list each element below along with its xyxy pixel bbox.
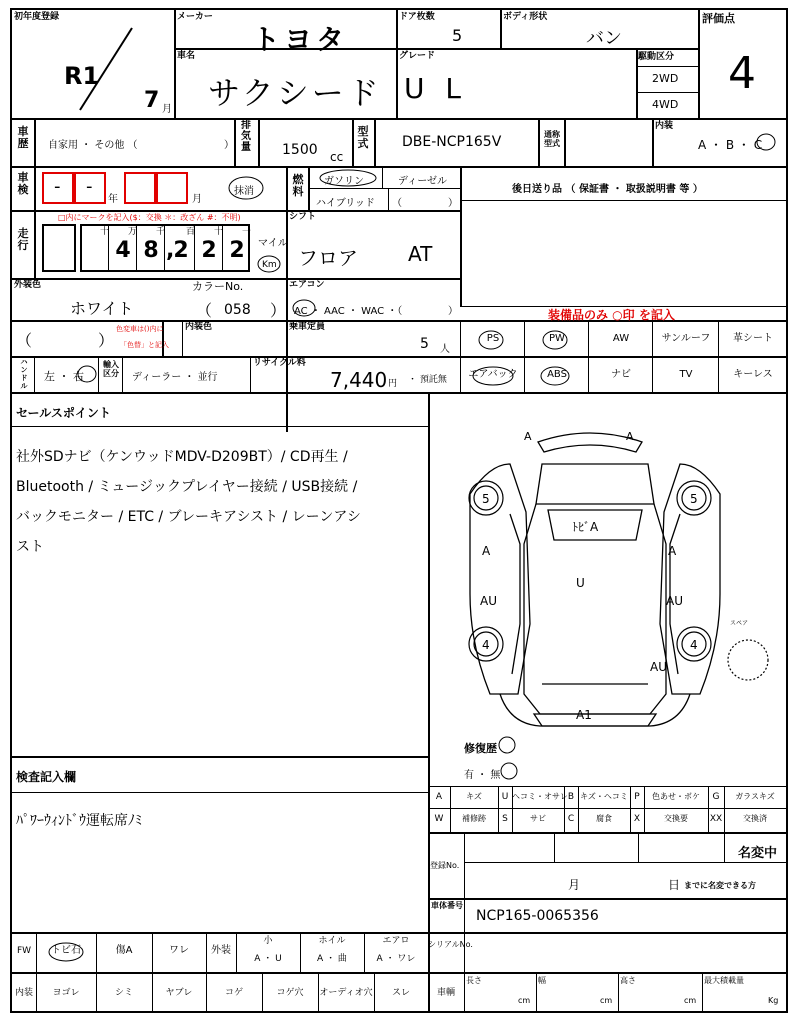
mileage-unit-ju: 十 (214, 227, 224, 237)
mileage-digit-3: 2 (173, 238, 189, 263)
aircon-label: エアコン (289, 280, 325, 290)
vin-value: NCP165-0065356 (476, 908, 599, 924)
equip-pw[interactable]: PW (549, 333, 565, 344)
common-model-label: 通称型式 (544, 130, 560, 148)
exterior-group-title-1: 小 (263, 936, 273, 946)
color-change-note-1: 色変車は()内に (116, 325, 164, 333)
cc-unit: cc (330, 150, 344, 164)
diag-roof-mark: U (576, 576, 585, 590)
mileage-mile: マイル (258, 238, 288, 249)
mileage-comma: , (166, 238, 175, 263)
inspection-month-box-2[interactable] (156, 172, 188, 204)
interior-item-6: オーディオ穴 (319, 988, 373, 998)
aircon-close: ） (448, 306, 458, 317)
repair-history-value: 有 ・ 無 (464, 770, 501, 781)
recycle-deposit: ・ 預託無 (408, 375, 447, 385)
equip-pw-circle (540, 328, 570, 352)
repair-history-label: 修復歴 (464, 742, 497, 755)
doors-value: 5 (452, 26, 463, 45)
sales-points-body (16, 442, 420, 562)
color-no-value: 058 (224, 302, 251, 318)
dimension-label-3: 高さ (620, 976, 636, 985)
handle-label: ハンドル (20, 358, 28, 390)
fuel-selected-circle (316, 168, 380, 188)
registration-label: 登録No. (430, 861, 460, 870)
score-value: 4 (728, 48, 756, 99)
sales-point-line-3: バックモニター / ETC / ブレーキアシスト / レーンアシ (16, 509, 361, 525)
diag-hood-mark: ﾄﾋﾞA (572, 520, 599, 534)
legend-code-1-5: G (712, 792, 720, 802)
repair-none-circle (498, 760, 520, 782)
first-registration-year: R1 (64, 62, 100, 90)
mileage-km-circle (256, 254, 282, 274)
inspection-year-digit-1: - (54, 176, 61, 197)
legend-desc-1-1: キズ (466, 792, 482, 801)
exterior-group-value-1: A ・ U (254, 954, 282, 964)
deferred-docs-title: 後日送り品 （ 保証書 ・ 取扱説明書 等 ） (512, 184, 703, 195)
equip-ps-circle (476, 328, 506, 352)
equip-airbag-circle (470, 364, 516, 388)
legend-code-1-3: B (567, 792, 575, 802)
unregistered-circle-mark (226, 174, 266, 202)
legend-desc-2-1: 補修跡 (462, 814, 486, 823)
capacity-unit: 人 (440, 344, 450, 355)
unregistered-mark: 抹消 (234, 186, 254, 197)
exterior-group-value-3: A ・ ワレ (376, 954, 416, 964)
legend-desc-1-4: 色あせ・ボケ (652, 792, 700, 801)
interior-item-2: シミ (114, 988, 133, 998)
legend-code-2-1: W (434, 814, 444, 824)
inspection-year-digit-2: - (86, 176, 93, 197)
legend-desc-2-5: 交換済 (743, 814, 767, 823)
history-label: 車歴 (17, 125, 29, 150)
recycle-yen: 円 (388, 379, 398, 389)
legend-desc-1-2: ヘコミ・オサレ (512, 792, 568, 801)
interior-item-7: スレ (391, 988, 410, 998)
drive-4wd: 4WD (652, 98, 679, 111)
fuel-paren-close: ） (448, 198, 458, 209)
drive-label: 駆動区分 (638, 52, 675, 62)
fuel-diesel: ディーゼル (398, 176, 447, 187)
sales-points-title: セールスポイント (16, 406, 111, 420)
inspection-notes-title: 検査記入欄 (16, 770, 77, 784)
maker-value: トヨタ (252, 23, 349, 56)
legend-desc-1-5: ガラスキズ (735, 792, 775, 801)
interior-grade-value: A ・ B ・ C (698, 138, 763, 152)
equip-ps[interactable]: PS (486, 333, 500, 344)
exterior-color-label: 外装色 (14, 280, 42, 290)
legend-code-1-1: A (435, 792, 443, 802)
interior-color-label: 内装色 (185, 322, 213, 332)
diag-front-a-right: A (626, 430, 634, 443)
color-change-note-2: 「色替」と記入 (120, 341, 169, 349)
legend-code-2-3: C (567, 814, 575, 824)
dimension-unit-3: cm (684, 996, 697, 1005)
vin-label: 車体番号 (431, 901, 463, 910)
fw-item-3: ワレ (169, 945, 189, 956)
grade-value: U L (404, 72, 467, 105)
capacity-value: 5 (420, 336, 429, 352)
name-change-deadline: までに名変できる方 (684, 881, 756, 890)
aircon-value: AC ・ AAC ・ WAC ・（ (294, 306, 403, 317)
legend-desc-2-3: 腐食 (596, 814, 612, 823)
diag-tire-front-left: 5 (482, 492, 490, 506)
history-close: ） (224, 140, 234, 151)
sales-point-line-2: Bluetooth / ミュージックプレイヤー接続 / USB接続 / (16, 479, 358, 495)
fw-item-2: 傷A (115, 945, 133, 956)
exterior-group-value-2: A ・ 曲 (317, 954, 347, 964)
model-value: DBE-NCP165V (402, 134, 502, 150)
legend-desc-1-3: キズ・ヘコミ (580, 792, 628, 801)
color-no-label: カラーNo. (192, 280, 244, 293)
displacement-label: 排気量 (241, 120, 251, 153)
diag-tire-rear-right: 4 (690, 638, 698, 652)
recycle-amount: 7,440 (330, 368, 388, 392)
inspection-year-unit: 年 (108, 194, 118, 205)
dimension-unit-2: cm (600, 996, 613, 1005)
inspection-notes-text: ﾊﾟﾜｰｳｨﾝﾄﾞｳ運転席ﾉﾐ (16, 813, 142, 829)
auction-sheet (10, 8, 788, 1013)
equip-navi[interactable]: ナビ (611, 369, 631, 380)
legend-code-1-2: U (501, 792, 509, 802)
mileage-unit-man: 万 (128, 227, 138, 237)
dimension-label-4: 最大積載量 (704, 976, 744, 985)
import-value: ディーラー ・ 並行 (132, 372, 218, 383)
mileage-label: 走行 (17, 227, 29, 252)
legend-code-2-4: X (633, 814, 641, 824)
dimension-unit-4: Kg (768, 996, 779, 1005)
fuel-label: 燃料 (292, 173, 304, 198)
fw-item-1: トビ石 (51, 945, 81, 956)
diag-tire-rear-left: 4 (482, 638, 490, 652)
grade-label: グレード (399, 51, 436, 61)
diag-left-door-mark: A (482, 544, 491, 558)
sales-point-line-1: 社外SDナビ（ケンウッドMDV-D209BT）/ CD再生 / (16, 449, 348, 465)
equip-airbag[interactable]: エアバック (468, 369, 518, 380)
diag-front-a-left: A (524, 430, 532, 443)
legend-desc-2-2: サビ (530, 814, 546, 823)
name-change-month: 月 (568, 878, 581, 892)
transmission-value: AT (408, 242, 433, 266)
shift-type: フロア (298, 246, 358, 270)
interior-grade-circle-mark (755, 132, 777, 152)
color-no-paren-open: （ (196, 301, 213, 320)
handle-value: 左 ・ 右 (44, 370, 84, 383)
mileage-km: Km (262, 260, 277, 270)
shift-label: シフト (289, 212, 317, 222)
exterior-group-title-3: エアロ (382, 936, 410, 946)
car-damage-diagram (430, 394, 786, 784)
fuel-paren-open: （ (392, 198, 402, 209)
history-value: 自家用 ・ その他 （ (48, 140, 138, 151)
legend-desc-2-4: 交換要 (664, 814, 688, 823)
diag-tire-front-right: 5 (690, 492, 698, 506)
mileage-digit-1: 4 (115, 238, 131, 263)
equip-keyless[interactable]: キーレス (733, 369, 773, 380)
equip-leather[interactable]: 革シート (733, 333, 773, 344)
first-registration-month: 7 (144, 88, 160, 113)
interior-item-3: ヤブレ (165, 988, 193, 998)
inspection-date-label: 車検 (17, 171, 29, 196)
interior-item-1: ヨゴレ (52, 988, 80, 998)
color-no-paren-close: ） (270, 301, 287, 320)
maker-label: メーカー (177, 12, 213, 22)
equip-sunroof[interactable]: サンルーフ (661, 333, 711, 344)
car-name-value: サクシード (208, 74, 382, 112)
diag-right-door-mark: A (668, 544, 677, 558)
mileage-unit-hyaku: 百 (186, 227, 196, 237)
dimension-label-1: 長さ (466, 976, 482, 985)
handle-right-circle (76, 364, 98, 384)
fw-label: FW (16, 946, 32, 956)
mileage-note: □内にマークを記入($：交換 ＊：改ざん #：不明) (58, 213, 241, 222)
equip-abs-circle (538, 364, 572, 388)
legend-code-2-2: S (502, 814, 508, 824)
equipment-title: 装備品のみ ○印 を記入 (548, 308, 675, 322)
drive-2wd: 2WD (652, 72, 679, 85)
exterior-damage-label: 外装 (211, 945, 231, 956)
mileage-unit-sen: 千 (156, 227, 166, 237)
diag-bottom-mark: A1 (576, 708, 592, 722)
diag-spare-label: スペア (730, 620, 749, 627)
mileage-digit-4: 2 (201, 238, 217, 263)
aircon-circle-mark (290, 298, 318, 318)
mileage-unit-10: 十 (100, 227, 110, 237)
import-label: 輸入区分 (103, 360, 119, 378)
equip-abs[interactable]: ABS (547, 369, 567, 380)
mileage-box-lakh[interactable] (42, 224, 76, 272)
legend-code-1-4: P (634, 792, 640, 802)
fuel-gasoline: ガソリン (324, 176, 364, 187)
body-label: ボディ形状 (503, 12, 548, 22)
mileage-digit-2: 8 (143, 238, 159, 263)
interior-damage-label: 内装 (14, 988, 33, 998)
capacity-label: 乗車定員 (289, 322, 326, 332)
body-value: バン (586, 28, 622, 49)
dimension-unit-1: cm (518, 996, 531, 1005)
exterior-color-value: ホワイト (70, 299, 134, 318)
sales-point-line-4: スト (16, 539, 44, 555)
displacement-value: 1500 (282, 142, 318, 158)
mileage-unit-ichi: 一 (242, 227, 252, 237)
equip-aw[interactable]: AW (612, 333, 630, 344)
model-label: 型式 (357, 125, 369, 150)
fw-item-1-circle (46, 940, 86, 964)
interior-item-4: コゲ (224, 988, 243, 998)
first-registration-label: 初年度登録 (14, 12, 60, 22)
interior-item-5: コゲ穴 (276, 988, 304, 998)
month-unit: 月 (162, 104, 172, 115)
interior-grade-label: 内装 (655, 121, 674, 131)
diag-rear-corner-mark: AU (650, 660, 667, 674)
doors-label: ドア枚数 (399, 12, 435, 22)
name-change-day: 日 (668, 878, 681, 892)
score-label: 評価点 (702, 12, 735, 25)
legend-code-2-5: XX (709, 814, 723, 824)
diag-left-rear-mark: AU (480, 594, 497, 608)
equip-tv[interactable]: TV (679, 369, 693, 380)
repair-history-circle (496, 734, 518, 756)
inspection-month-unit: 月 (192, 194, 202, 205)
mileage-digit-5: 2 (229, 238, 245, 263)
serial-no-label: シリアルNo. (428, 940, 473, 949)
inspection-month-box-1[interactable] (124, 172, 156, 204)
dimensions-label: 車輌 (436, 988, 455, 998)
recycle-label: リサイクル料 (253, 358, 306, 368)
fuel-hybrid: ハイブリッド (316, 198, 375, 209)
name-change-label: 名変中 (738, 846, 778, 861)
car-name-label: 車名 (177, 51, 196, 61)
color-change-paren-open: （ (16, 331, 33, 350)
dimension-label-2: 幅 (538, 976, 546, 985)
diag-right-rear-mark: AU (666, 594, 683, 608)
color-change-paren-close: ） (98, 331, 115, 350)
exterior-group-title-2: ホイル (318, 936, 346, 946)
